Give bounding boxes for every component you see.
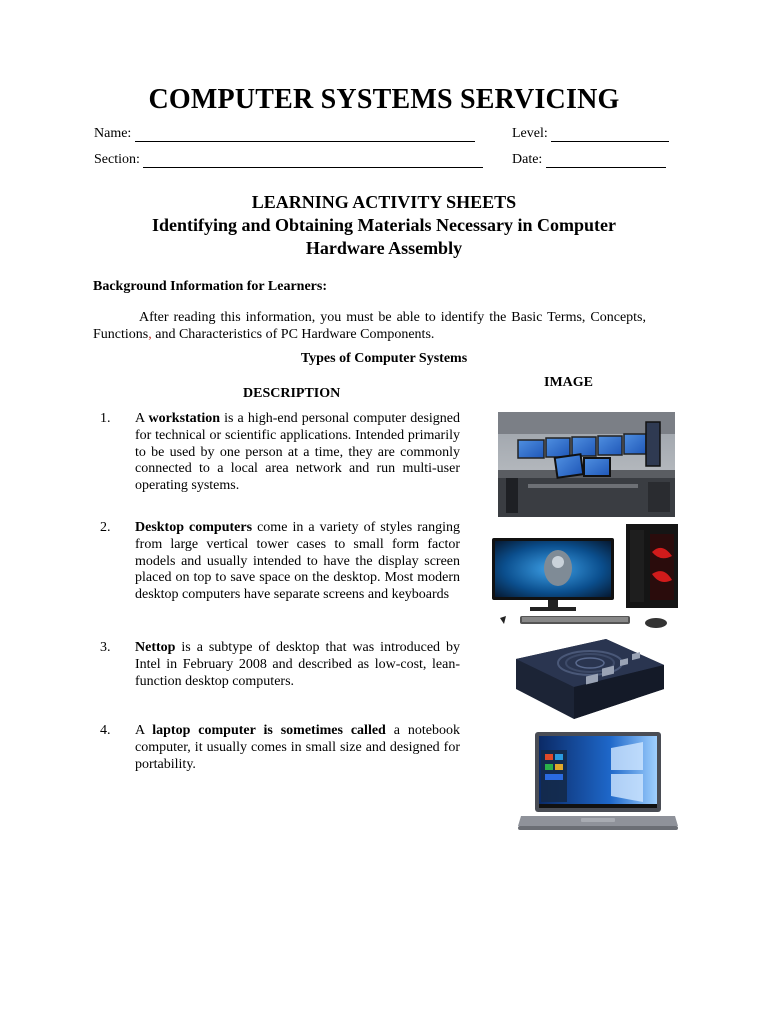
date-label: Date:: [512, 152, 543, 167]
desktop-computer-image: [490, 522, 680, 630]
item-number: 4.: [100, 723, 111, 738]
background-text-1: After reading this information, you must be able to identify the Basic Terms, Concepts, Functions: [93, 310, 646, 342]
name-blank-line[interactable]: [135, 127, 475, 142]
section-blank-line[interactable]: [143, 153, 483, 168]
nettop-illustration: [496, 637, 666, 721]
background-comma: ,: [148, 327, 152, 342]
image-column-header: IMAGE: [544, 375, 593, 390]
item-text-post: a notebook computer, it usually comes in small size and designed for portability.: [135, 723, 460, 772]
date-field: [512, 152, 666, 168]
item-term: workstation: [148, 411, 221, 426]
item-laptop-text: [135, 723, 460, 773]
document-title: COMPUTER SYSTEMS SERVICING: [148, 84, 620, 115]
section-label: Section:: [94, 152, 140, 167]
background-text-2: and Characteristics of PC Hardware Components.: [151, 327, 435, 342]
workstation-illustration: [498, 412, 675, 517]
name-label: Name:: [94, 126, 132, 141]
nettop-image: [496, 637, 666, 721]
workstation-image: [498, 412, 675, 517]
subtitle-line-1: Identifying and Obtaining Materials Necessary in Computer: [151, 215, 616, 235]
laptop-image: [515, 730, 680, 833]
item-text-pre: A: [135, 411, 149, 426]
subtitle-line-2: Hardware Assembly: [305, 238, 463, 258]
item-text-post: come in a variety of styles ranging from large vertical tower cases to small form factor models and usually intended to have the display screen placed on top to save space on the desktop. Most modern desktop computers have separate screens and keyboards: [135, 520, 460, 603]
item-term: laptop computer is sometimes called: [152, 723, 386, 738]
level-field: [512, 126, 669, 142]
item-number: 3.: [100, 640, 111, 655]
item-number: 1.: [100, 411, 111, 426]
item-desktop-text: [135, 520, 460, 604]
types-heading: Types of Computer Systems: [300, 351, 468, 366]
background-heading: Background Information for Learners:: [93, 279, 327, 294]
desktop-illustration: [490, 522, 680, 630]
item-text-post: is a subtype of desktop that was introduced by Intel in February 2008 and described as low-cost, lean-function desktop computers.: [135, 640, 460, 689]
level-blank-line[interactable]: [551, 127, 669, 142]
item-text-pre: A: [135, 723, 153, 738]
item-term: Desktop computers: [135, 520, 253, 535]
item-nettop-text: [135, 640, 460, 690]
item-number: 2.: [100, 520, 111, 535]
date-blank-line[interactable]: [546, 153, 666, 168]
item-term: Nettop: [135, 640, 176, 655]
description-column-header: DESCRIPTION: [243, 386, 341, 401]
sheet-title: LEARNING ACTIVITY SHEETS: [251, 192, 517, 212]
item-workstation-text: [135, 411, 460, 495]
name-field: [94, 126, 475, 142]
level-label: Level:: [512, 126, 548, 141]
section-field: [94, 152, 483, 168]
laptop-illustration: [515, 730, 680, 833]
item-text-post: is a high-end personal computer designed for technical or scientific applications. Intended primarily to be used by one person at a time, they are commonly connected to a local area network and run multi-user operating systems.: [135, 411, 460, 494]
background-paragraph: [93, 309, 646, 343]
